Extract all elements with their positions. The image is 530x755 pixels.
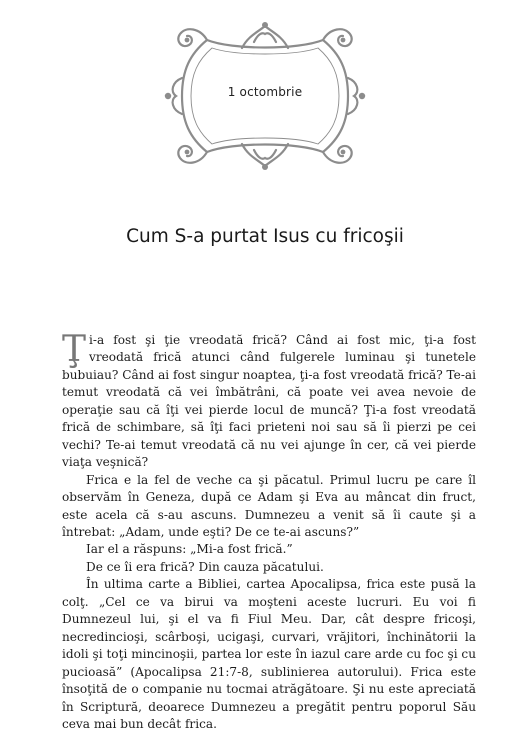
chapter-title: Cum S-a purtat Isus cu fricoşii <box>126 226 404 247</box>
paragraph-4: De ce îi era frică? Din cauza păcatului. <box>86 559 324 574</box>
body-text <box>62 329 476 733</box>
drop-cap: Ţ <box>62 329 87 370</box>
paragraph-5: În ultima carte a Bibliei, cartea Apocalipsa, frica este pusă la colţ. „Cel ce va birui va moşteni aceste lucruri. Eu voi fi Dumnezeul lui, şi el va fi Fiul Meu. Dar, cât despre fricoşi, necredincioşi, scârboşi, ucigaşi, curvari, vrăjitori, închinătorii la idoli şi toţi mincinoşii, partea lor este în iazul care arde cu foc şi cu pucioasă” (Apocalipsa 21:7-8, sublinierea autorului). Frica este însoţită de o companie nu tocmai atrăgătoare. Şi nu este apreciată în Scriptură, deoarece Dumnezeu a pregătit pentru poporul Său ceva mai bun decât frica. <box>62 577 476 731</box>
paragraph-3: Iar el a răspuns: „Mi-a fost frică.” <box>86 542 293 557</box>
paragraph-1 <box>62 329 476 472</box>
paragraph-1-text: i-a fost şi ţie vreodată frică? Când ai fost mic, ţi-a fost vreodată frică atunci când fulgerele luminau şi tunetele bubuiau? Când ai fost singur noaptea, ţi-a fost vreodată frică? Te-ai temut vreodată că vei îmbătrâni, că poate vei avea nevoie de operaţie sau că îţi vei pierde locul de muncă? Ţi-a fost vreodată frică de schimbare, să îţi faci prieteni noi sau să îi pierzi pe cei vechi? Te-ai temut vreodată că nu vei ajunge în cer, că vei pierde viaţa veşnică? <box>62 333 476 470</box>
paragraph-2: Frica e la fel de veche ca şi păcatul. Primul lucru pe care îl observăm în Geneza, după ce Adam şi Eva au mâncat din fruct, este acela că s-au ascuns. Dumnezeu a venit să îi caute şi a întrebat: „Adam, unde eşti? De ce te-ai ascuns?” <box>62 472 476 539</box>
page-date: 1 octombrie <box>227 85 303 99</box>
